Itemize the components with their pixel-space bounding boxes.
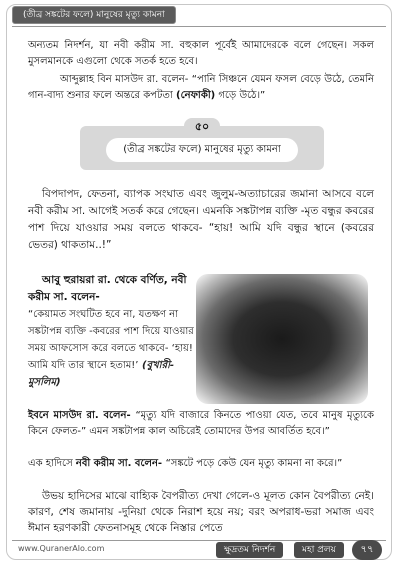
- quote-speaker: আব্দুল্লাহ বিন মাসউদ রা. বলেন-: [60, 74, 192, 85]
- ibn-speaker: ইবনে মাসউদ রা. বলেন-: [28, 410, 136, 421]
- intro-paragraph: অন্যতম নিদর্শন, যা নবী করীম সা. বহুকাল পূর্বেই আমাদেরকে বলে গেছেন। সকল মুসলমানকে এগুলো থেকে সতর্ক হতে হবে।: [28, 40, 374, 67]
- header-divider: [12, 26, 386, 27]
- footer-book-tab: মহা প্রলয়: [294, 542, 344, 558]
- quote-text: “পানি সিঞ্চনে যেমন ফসল বেড়ে উঠে, তেমনি গান-বাদ্য শুনার ফলে অন্তরে কপটতা: [28, 74, 374, 101]
- closing-paragraph: উভয় হাদিসের মাঝে বাহ্যিক বৈপরীত্য দেখা গেলে-ও মূলত কোন বৈপরীত্য নেই। কারণ, শেষ জমানায় -দুনিয়া থেকে নিরাশ হয়ে নয়; বরং অপরাধ-ভরা সমাজ এবং ঈমান হরণকারী ফেতনাসমূহ থেকে নিস্তার পেতে: [28, 490, 374, 534]
- chapter-heading: [80, 118, 324, 176]
- grave-photo: [196, 274, 368, 404]
- ibn-text: “মৃত্যু যদি বাজারে কিনতে পাওয়া যেত, তবে মানুষ মৃত্যুকে কিনে ফেলত-” এমন সঙ্কটাপন্ন কাল অচিরেই তোমাদের উপর আবর্তিত হবে।”: [28, 410, 374, 437]
- footer-section-tab: ক্ষুদ্রতম নিদর্শন: [216, 542, 283, 558]
- hadith2-quote: [28, 456, 374, 472]
- hadith-quote: [28, 306, 194, 391]
- ibn-masud-quote: [28, 408, 374, 440]
- footer-divider: [12, 540, 386, 541]
- hadith2-text: “সঙ্কটে পড়ে কেউ যেন মৃত্যু কামনা না করে।”: [165, 458, 343, 469]
- chapter-title: (তীব্র সঙ্কটের ফলে) মানুষের মৃত্যু কামনা: [106, 138, 298, 162]
- hadith2-speaker: নবী করীম সা. বলেন-: [75, 458, 166, 469]
- page-number: ৭৭: [352, 540, 382, 560]
- hadith-reference: (বুখারী-মুসলিম): [28, 360, 175, 388]
- section-paragraph-1: বিপদাপদ, ফেতনা, ব্যাপক সংঘাত এবং জুলুম-অত্যাচারের জমানা আসবে বলে নবী করীম সা. আগেই সতর্ক করে গেছেন। এমনকি সঙ্কটাপন্ন ব্যক্তি -মৃত বন্ধুর কবরের পাশ দিয়ে যাওয়ার সময় বলতে থাকবে- “হায়! আমি যদি বন্ধুর স্থানে (কবরের ভেতর) থাকতাম..!”: [28, 188, 374, 251]
- intro-quote: [28, 72, 374, 104]
- chapter-number: ৫০: [184, 118, 220, 134]
- hadith-speaker: আবু হুরায়রা রা. থেকে বর্ণিত, নবী করীম সা. বলেন-: [28, 274, 187, 303]
- hadith-text: “কেয়ামত সংঘটিত হবে না, যতক্ষণ না সঙ্কটাপন্ন ব্যক্তি -কবরের পাশ দিয়ে যাওয়ার সময় আফসোস করে বলতে থাকবে- ‘হায়! আমি যদি তার স্থানে হতাম!’: [28, 309, 194, 371]
- footer-url[interactable]: www.QuranerAlo.com: [18, 544, 105, 553]
- quote-end: গড়ে উঠে।”: [215, 90, 266, 101]
- quote-emphasis: (নেফাকী): [176, 90, 216, 101]
- hadith2-lead: এক হাদিসে: [28, 458, 76, 469]
- running-title: (তীব্র সঙ্কটের ফলে) মানুষের মৃত্যু কামনা: [12, 6, 176, 24]
